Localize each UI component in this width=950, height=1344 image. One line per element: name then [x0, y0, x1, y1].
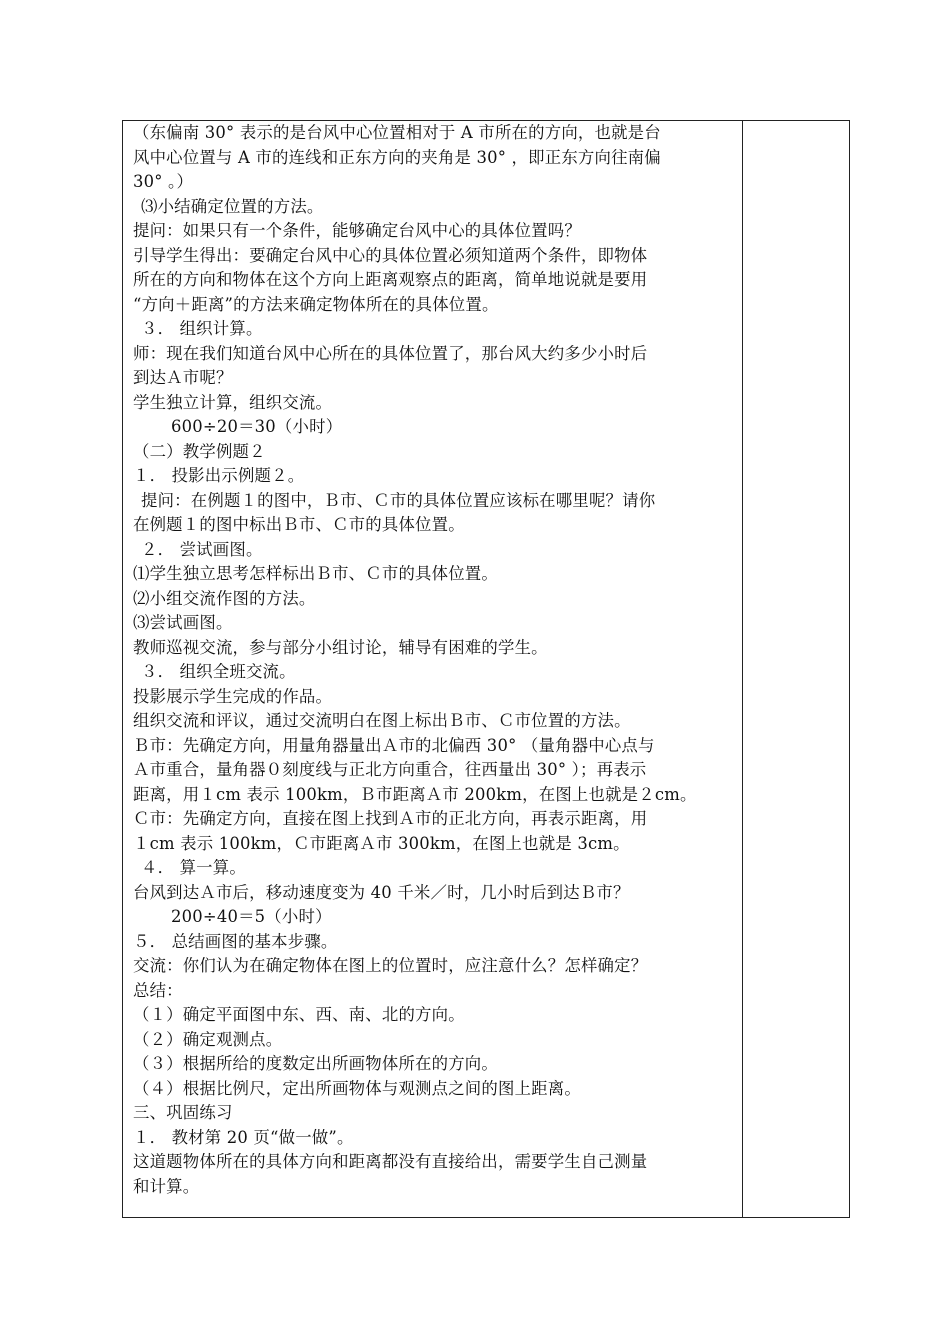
text-line: 200÷40＝5（小时）	[171, 907, 332, 926]
text-line: 引导学生得出：要确定台风中心的具体位置必须知道两个条件，即物体	[133, 245, 648, 265]
text-line: “方向＋距离”的方法来确定物体所在的具体位置。	[133, 294, 499, 314]
text-line: 在例题１的图中标出Ｂ市、Ｃ市的具体位置。	[133, 515, 465, 534]
text-line: Ｃ市：先确定方向，直接在图上找到Ａ市的正北方向，再表示距离，用	[133, 809, 648, 828]
text-line: Ｂ市：先确定方向，用量角器量出Ａ市的北偏西 30° （量角器中心点与	[133, 735, 655, 755]
text-line: ⑵小组交流作图的方法。	[133, 588, 316, 608]
text-line: 投影展示学生完成的作品。	[133, 686, 333, 706]
text-line: ⑶尝试画图。	[133, 613, 233, 632]
text-line: 交流：你们认为在确定物体在图上的位置时，应注意什么？怎样确定？	[133, 956, 648, 975]
text-line: ⑴学生独立思考怎样标出Ｂ市、Ｃ市的具体位置。	[133, 564, 498, 583]
text-line: ２． 尝试画图。	[141, 539, 263, 559]
text-line: 教师巡视交流，参与部分小组讨论，辅导有困难的学生。	[133, 637, 548, 657]
text-line: Ａ市重合，量角器０刻度线与正北方向重合，往西量出 30° ）；再表示	[133, 760, 647, 779]
text-line: 距离，用１cm 表示 100km，Ｂ市距离Ａ市 200km，在图上也就是２cm。	[133, 784, 697, 804]
text-line: 三、巩固练习	[133, 1103, 233, 1122]
text-line: （二）教学例题２	[133, 441, 266, 461]
text-line: 600÷20＝30（小时）	[171, 417, 343, 436]
text-line: ⑶小结确定位置的方法。	[141, 196, 324, 216]
text-line: １cm 表示 100km，Ｃ市距离Ａ市 300km，在图上也就是 3cm。	[133, 833, 630, 853]
text-line: 到达Ａ市呢？	[133, 368, 233, 387]
text-line: ５． 总结画图的基本步骤。	[133, 931, 338, 951]
notes-cell	[743, 121, 849, 1217]
text-line: 学生独立计算，组织交流。	[133, 392, 333, 412]
text-line: 组织交流和评议，通过交流明白在图上标出Ｂ市、Ｃ市位置的方法。	[133, 711, 631, 730]
text-line: １． 投影出示例题２。	[133, 466, 305, 485]
text-line: （东偏南 30° 表示的是台风中心位置相对于 A 市所在的方向，也就是台	[133, 123, 661, 142]
text-line: 这道题物体所在的具体方向和距离都没有直接给出，需要学生自己测量	[133, 1152, 648, 1171]
text-line: （４）根据比例尺，定出所画物体与观测点之间的图上距离。	[133, 1078, 581, 1098]
text-line: 提问：如果只有一个条件，能够确定台风中心的具体位置吗？	[133, 221, 581, 240]
text-line: ４． 算一算。	[141, 858, 246, 877]
text-line: 所在的方向和物体在这个方向上距离观察点的距离，简单地说就是要用	[133, 270, 648, 289]
text-line: 师：现在我们知道台风中心所在的具体位置了，那台风大约多少小时后	[133, 343, 648, 363]
text-line: 提问：在例题１的图中，Ｂ市、Ｃ市的具体位置应该标在哪里呢？请你	[141, 490, 656, 510]
text-line: 风中心位置与 A 市的连线和正东方向的夹角是 30° ，即正东方向往南偏	[133, 147, 661, 167]
text-line: 总结：	[133, 980, 183, 1000]
lesson-plan-table	[122, 120, 850, 1218]
text-line: ３． 组织全班交流。	[141, 662, 296, 681]
text-line: （３）根据所给的度数定出所画物体所在的方向。	[133, 1054, 498, 1073]
text-line: 台风到达Ａ市后，移动速度变为 40 千米／时，几小时后到达Ｂ市？	[133, 882, 630, 902]
lesson-content-cell	[123, 121, 743, 1217]
text-line: （２）确定观测点。	[133, 1029, 283, 1049]
text-line: 和计算。	[133, 1176, 200, 1196]
text-line: （１）确定平面图中东、西、南、北的方向。	[133, 1005, 465, 1024]
text-line: ３． 组织计算。	[141, 319, 263, 338]
text-line: 30° 。）	[133, 172, 194, 191]
text-line: １． 教材第 20 页“做一做”。	[133, 1127, 354, 1147]
